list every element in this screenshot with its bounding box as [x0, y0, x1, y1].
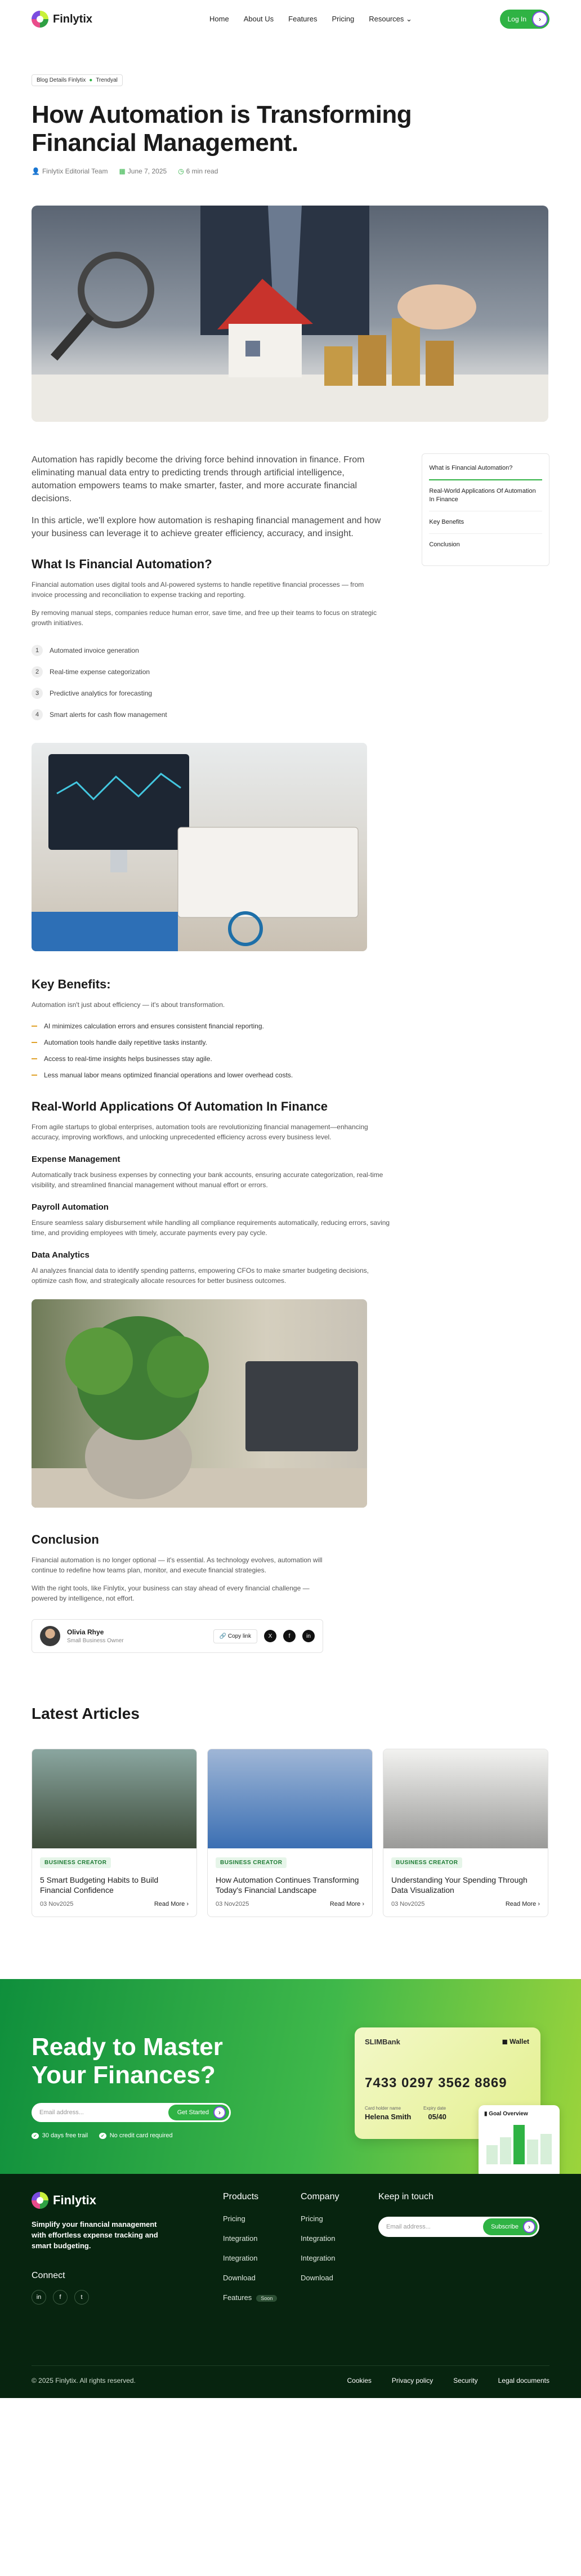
publish-date: June 7, 2025: [127, 167, 167, 175]
subheading-analytics: Data Analytics: [32, 1250, 90, 1260]
cta-checks: [32, 2132, 173, 2139]
wallet-label: ◼ Wallet: [502, 2038, 529, 2045]
nav-resources[interactable]: Resources ⌄: [369, 15, 412, 23]
nav-about[interactable]: About Us: [243, 15, 274, 23]
subscribe-input[interactable]: Email address... Subscribe ›: [378, 2217, 539, 2237]
footer-tagline: Simplify your financial management with effortless expense tracking and smart budgeting.: [32, 2220, 158, 2250]
footer-keep: Keep in touch: [378, 2192, 433, 2201]
toc-item[interactable]: Conclusion: [429, 541, 460, 548]
sleeve-shape: [32, 912, 178, 951]
linkedin-icon[interactable]: in: [302, 1630, 315, 1642]
cta-banner: [0, 1979, 581, 2174]
coin-stack: [358, 335, 386, 386]
article-card[interactable]: [383, 1749, 548, 1917]
bank-card: SLIMBank ◼ Wallet 7433 0297 3562 8869 Card holder name Expiry date Helena Smith 05/40: [355, 2027, 540, 2139]
image-monitor-documents: [32, 743, 367, 951]
table-surface: [32, 1468, 367, 1508]
breadcrumb-trend: Trendyal: [96, 77, 118, 83]
house-window: [245, 341, 260, 356]
paragraph: Ensure seamless salary disbursement while handling all compliance requirements automatically, reducing errors, saving time, and providing employees with timely, accurate payments every pay cycle.: [32, 1219, 390, 1237]
footer-link[interactable]: Integration: [223, 2234, 258, 2243]
card-expiry: 05/40: [428, 2113, 446, 2121]
card-title: Understanding Your Spending Through Data Visualization: [391, 1875, 528, 1895]
paragraph: Automatically track business expenses by connecting your bank accounts, ensuring accurate categorization, real-time visibility, and streamlined financial management without manual effort or errors.: [32, 1171, 383, 1189]
arrow-right-icon: ›: [532, 11, 548, 27]
card-number: 7433 0297 3562 8869: [365, 2075, 507, 2091]
paragraph: Financial automation uses digital tools and AI-powered systems to handle repetitive financial processes — from invoice processing and reconciliation to expense tracking and reporting.: [32, 581, 364, 599]
footer-link[interactable]: Integration: [301, 2234, 336, 2243]
table-surface: [32, 375, 548, 422]
link-icon: 🔗: [219, 1633, 227, 1639]
list-item: Access to real-time insights helps businesses stay agile.: [32, 1055, 549, 1063]
card-image-calculator: [208, 1749, 372, 1848]
x-icon[interactable]: X: [264, 1630, 276, 1642]
card-image-plant-coins: [32, 1749, 196, 1848]
card-holder: Helena Smith: [365, 2113, 412, 2121]
author-team: Finlytix Editorial Team: [42, 167, 108, 175]
footer-link[interactable]: Download: [301, 2274, 333, 2282]
list-item: 2 Real-time expense categorization: [32, 666, 382, 678]
main-nav: [209, 15, 412, 24]
card-image-laptop: [383, 1749, 548, 1848]
paragraph: From agile startups to global enterprises, automation tools are revolutionizing financial management—enhancing accuracy, improving workflows, and unlocking unprecedented efficiency across every business level.: [32, 1123, 368, 1141]
copyright: © 2025 Finlytix. All rights reserved.: [32, 2377, 136, 2385]
coin-stack: [392, 318, 420, 386]
nav-pricing[interactable]: Pricing: [332, 15, 355, 23]
real-world-section: [32, 1099, 392, 1286]
author-role: Small Business Owner: [67, 1638, 124, 1644]
magnifier-glass: [81, 255, 151, 325]
benefits-list: [32, 1022, 549, 1079]
table-of-contents: [422, 453, 549, 566]
coin-stack: [324, 346, 352, 386]
check-item: ✔ 30 days free trail: [32, 2132, 88, 2139]
read-more-link[interactable]: Read More ›: [505, 1901, 540, 1908]
connect-heading: Connect: [32, 2271, 65, 2280]
article-meta: [32, 167, 549, 175]
author-card: [32, 1619, 323, 1653]
arrow-right-icon: ›: [213, 2106, 226, 2119]
nav-features[interactable]: Features: [288, 15, 318, 23]
latest-heading: Latest Articles: [32, 1705, 140, 1722]
author-name: Olivia Rhye: [67, 1628, 104, 1636]
wallet-icon: ◼: [502, 2038, 508, 2045]
footer-link[interactable]: Integration: [301, 2254, 336, 2262]
coin-stack: [426, 341, 454, 386]
hand-shape: [397, 284, 476, 329]
logo-icon: [32, 2192, 48, 2209]
nav-home[interactable]: Home: [209, 15, 229, 23]
footer-link[interactable]: Features Soon: [223, 2293, 277, 2302]
lead-paragraph: Automation has rapidly become the driving force behind innovation in finance. From eliminating manual data entry to predicting trends through artificial intelligence, automation empowers teams to make smarter, faster, and more accurate financial decisions.: [32, 455, 365, 503]
facebook-icon[interactable]: f: [53, 2290, 68, 2305]
monitor-stand: [110, 850, 127, 872]
plant-leaves: [147, 1336, 209, 1398]
footer-company: Company Pricing Integration Integration Download: [301, 2192, 339, 2282]
desk-illustration: [32, 743, 367, 951]
arrow-right-icon: ›: [523, 2221, 535, 2233]
breadcrumb: [32, 74, 123, 86]
read-more-link[interactable]: Read More ›: [329, 1901, 364, 1908]
avatar: [40, 1626, 60, 1646]
footer-link-security[interactable]: Security: [453, 2377, 478, 2385]
footer-logo[interactable]: Finlytix: [32, 2192, 96, 2209]
check-item: ✔ No credit card required: [99, 2132, 173, 2139]
paragraph: Automation isn't just about efficiency — it's about transformation.: [32, 1001, 225, 1009]
calendar-icon: ▦: [119, 167, 126, 175]
hero-image-house-coins: [32, 206, 548, 422]
plant-leaves: [65, 1327, 133, 1395]
linkedin-icon[interactable]: in: [32, 2290, 46, 2305]
footer-social: [32, 2290, 89, 2305]
toc-item[interactable]: What is Financial Automation?: [429, 457, 542, 480]
paragraph: With the right tools, like Finlytix, your business can stay ahead of every financial challenge — powered by intelligence, not effort.: [32, 1584, 310, 1602]
cta-heading: Ready to Master Your Finances?: [32, 2033, 223, 2089]
read-more-link[interactable]: Read More ›: [154, 1901, 189, 1908]
list-item: 1 Automated invoice generation: [32, 645, 382, 656]
bank-name: SLIMBank: [365, 2038, 400, 2046]
monitor-shape: [48, 754, 189, 850]
list-item: 4 Smart alerts for cash flow management: [32, 709, 382, 720]
brand-logo[interactable]: [32, 11, 92, 28]
subheading-expense: Expense Management: [32, 1155, 120, 1164]
breadcrumb-section[interactable]: Blog Details Finlytix: [37, 77, 86, 83]
list-item: Less manual labor means optimized financial operations and lower overhead costs.: [32, 1071, 549, 1079]
folder-stack: [178, 827, 358, 917]
login-button[interactable]: Log In ›: [500, 10, 549, 29]
goal-overview-widget: ▮ Goal Overview: [479, 2105, 560, 2174]
hero-illustration: [32, 206, 548, 422]
copy-link-button[interactable]: 🔗 Copy link: [213, 1629, 257, 1643]
list-item: 3 Predictive analytics for forecasting: [32, 688, 382, 699]
section-heading-what: What Is Financial Automation?: [32, 557, 212, 571]
card-tag: BUSINESS CREATOR: [216, 1857, 287, 1868]
house-wall: [229, 324, 302, 377]
card-date: 03 Nov2025: [216, 1901, 249, 1908]
toc-item[interactable]: Key Benefits: [429, 511, 542, 534]
footer-link-legal[interactable]: Legal documents: [498, 2377, 549, 2385]
page-title: How Automation is Transforming Financial Management.: [32, 101, 412, 157]
section-heading-conclusion: Conclusion: [32, 1532, 99, 1547]
image-plant-laptop: [32, 1299, 367, 1508]
article-card[interactable]: [32, 1749, 197, 1917]
card-date: 03 Nov2025: [40, 1901, 74, 1908]
card-date: 03 Nov2025: [391, 1901, 425, 1908]
cta-email-input[interactable]: Email address... Get Started ›: [32, 2103, 231, 2122]
footer-link[interactable]: Download: [223, 2274, 256, 2282]
user-icon: 👤: [32, 167, 40, 175]
laptop-screen: [245, 1361, 358, 1451]
section-heading-real-world: Real-World Applications Of Automation In Finance: [32, 1099, 328, 1113]
clock-icon: ◷: [178, 167, 184, 175]
card-title: How Automation Continues Transforming Today's Financial Landscape: [216, 1875, 359, 1895]
toc-item[interactable]: Real-World Applications Of Automation In Finance: [429, 480, 542, 511]
read-time: 6 min read: [186, 167, 218, 175]
paragraph: Financial automation is no longer optional — it's essential. As technology evolves, automation will continue to redefine how teams plan, monitor, and execute financial strategies.: [32, 1556, 323, 1574]
footer-link[interactable]: Pricing: [223, 2214, 245, 2223]
footer-link-cookies[interactable]: Cookies: [347, 2377, 372, 2385]
plant-illustration: [32, 1299, 367, 1508]
soon-badge: Soon: [256, 2295, 277, 2302]
footer-products: Products Pricing Integration Integration Download Features Soon: [223, 2192, 277, 2313]
footer-link-privacy[interactable]: Privacy policy: [391, 2377, 433, 2385]
site-footer: [0, 2174, 581, 2398]
list-item: AI minimizes calculation errors and ensures consistent financial reporting.: [32, 1022, 549, 1030]
latest-articles: [32, 1705, 549, 1917]
card-title: 5 Smart Budgeting Habits to Build Financial Confidence: [40, 1875, 159, 1895]
article-card[interactable]: [207, 1749, 373, 1917]
get-started-button[interactable]: Get Started ›: [168, 2105, 229, 2120]
subheading-payroll: Payroll Automation: [32, 1202, 109, 1212]
dot-icon: ●: [89, 77, 93, 83]
twitter-icon[interactable]: t: [74, 2290, 89, 2305]
logo-icon: [32, 11, 48, 28]
paragraph: By removing manual steps, companies reduce human error, save time, and free up their teams to focus on strategic growth initiatives.: [32, 609, 377, 627]
steps-list: [32, 645, 382, 720]
subscribe-button[interactable]: Subscribe ›: [483, 2218, 538, 2235]
site-header: [0, 0, 581, 38]
list-item: Automation tools handle daily repetitive tasks instantly.: [32, 1039, 549, 1046]
facebook-icon[interactable]: f: [283, 1630, 296, 1642]
article-body: [32, 453, 549, 730]
goal-bars: [484, 2117, 554, 2168]
card-tag: BUSINESS CREATOR: [40, 1857, 111, 1868]
footer-link[interactable]: Integration: [223, 2254, 258, 2262]
article-content: [32, 453, 382, 730]
lead-paragraph-2: In this article, we'll explore how automation is reshaping financial management and how your business can leverage it to achieve greater efficiency, accuracy, and insight.: [32, 516, 381, 538]
brand-name: Finlytix: [53, 12, 93, 25]
paragraph: AI analyzes financial data to identify spending patterns, empowering CFOs to make smarter budgeting decisions, optimize cash flow, and strategically allocate resources for better business outcomes.: [32, 1267, 369, 1285]
magnifier-handle: [54, 315, 91, 358]
footer-link[interactable]: Pricing: [301, 2214, 323, 2223]
chevron-down-icon: ⌄: [406, 15, 412, 23]
divider: [32, 2365, 549, 2366]
article-page: [0, 38, 581, 1917]
card-tag: BUSINESS CREATOR: [391, 1857, 462, 1868]
section-heading-benefits: Key Benefits:: [32, 977, 111, 991]
chart-icon: ▮: [484, 2111, 488, 2117]
